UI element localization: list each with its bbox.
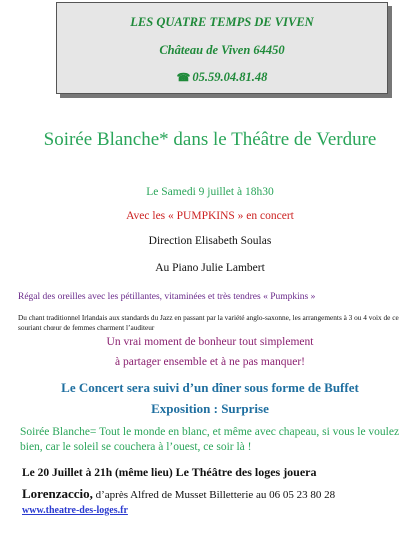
event-bonheur-line2: à partager ensemble et à ne pas manquer! <box>115 356 305 368</box>
event-date: Le Samedi 9 juillet à 18h30 <box>146 186 274 198</box>
event-chant-description: Du chant traditionnel Irlandais aux standards du Jazz en passant par la variété anglo-saxonne, les arrangements à 3 ou 4 voix de ce souriant chœur de femmes charment l’auditeur <box>18 313 399 332</box>
loges-website-link[interactable]: www.theatre-des-loges.fr <box>22 505 128 516</box>
loges-announcement: Le Théâtre des loges jouera <box>175 465 317 479</box>
organization-location: Château de Viven 64450 <box>159 43 285 57</box>
organization-phone-line <box>57 70 387 85</box>
loges-author-billetterie: Alfred de Musset Billetterie au 06 05 23 80 28 <box>130 489 336 501</box>
loges-play: Lorenzaccio, <box>22 486 93 501</box>
phone-icon: ☎ <box>176 72 191 84</box>
loges-dapres: d’après <box>92 489 131 501</box>
event-piano: Au Piano Julie Lambert <box>155 262 265 274</box>
loges-line1 <box>22 465 317 480</box>
organization-phone: 05.59.04.81.48 <box>192 70 268 84</box>
header-box <box>56 2 388 94</box>
event-direction: Direction Elisabeth Soulas <box>148 235 272 247</box>
loges-line2 <box>22 486 335 502</box>
event-band: Avec les « PUMPKINS » en concert <box>126 210 294 222</box>
organization-name: LES QUATRE TEMPS DE VIVEN <box>130 15 314 29</box>
event-regal: Régal des oreilles avec les pétillantes, vitaminées et très tendres « Pumpkins » <box>18 292 316 302</box>
event-diner: Le Concert sera suivi d’un dîner sous forme de Buffet <box>61 380 359 395</box>
event-exposition: Exposition : Surprise <box>151 401 269 416</box>
event-soiree-blanche: Soirée Blanche= Tout le monde en blanc, et même avec chapeau, si vous le voulez bien, car le soleil se couchera à l’ouest, ce soir là ! <box>20 426 400 453</box>
event-bonheur-line1: Un vrai moment de bonheur tout simplement <box>106 336 314 348</box>
event-title: Soirée Blanche* dans le Théâtre de Verdure <box>43 129 377 150</box>
loges-date: Le 20 Juillet à 21h (même lieu) <box>22 467 176 479</box>
